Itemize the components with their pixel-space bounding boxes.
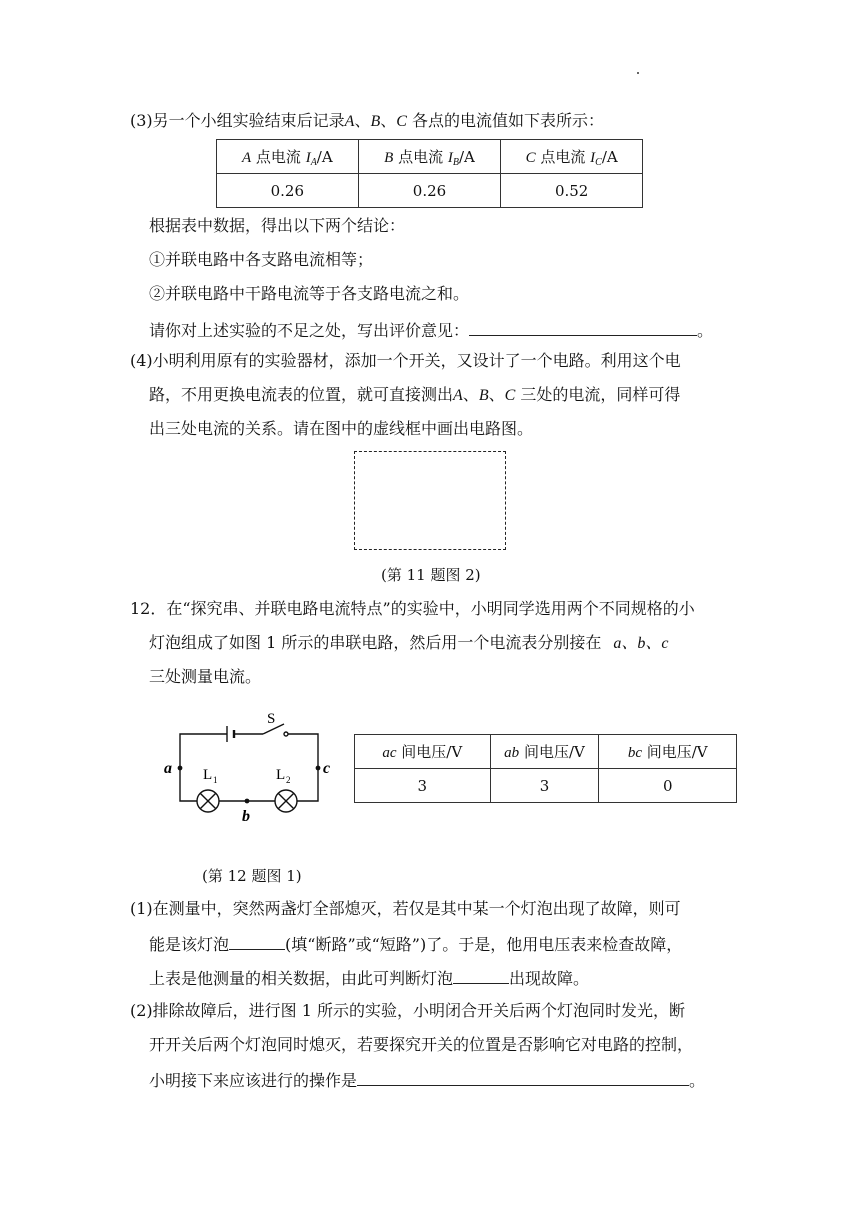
voltage-table bbox=[354, 734, 737, 803]
header-ab-voltage: ab 间电压/V bbox=[490, 735, 599, 769]
point-c-label: c bbox=[323, 760, 331, 777]
q3-letter-c: C bbox=[396, 113, 407, 130]
q3-sep: 、 bbox=[380, 111, 397, 130]
node-a bbox=[178, 766, 183, 771]
q3-intro-text: (3)另一个小组实验结束后记录 bbox=[130, 111, 345, 130]
wire bbox=[297, 768, 318, 801]
conclusion-intro: 根据表中数据，得出以下两个结论： bbox=[149, 216, 406, 235]
q3-intro-text-end: 各点的电流值如下表所示： bbox=[406, 111, 605, 130]
cell-ab-voltage: 3 bbox=[490, 769, 599, 803]
evaluation-prompt: 请你对上述实验的不足之处，写出评价意见： bbox=[149, 321, 470, 340]
q3-sep: 、 bbox=[354, 111, 371, 130]
next-operation-blank[interactable] bbox=[357, 1068, 689, 1086]
q12-points: a、b、c bbox=[613, 635, 669, 652]
node-b bbox=[245, 799, 250, 804]
corner-dot bbox=[637, 72, 639, 74]
header-b-current: B 点电流 $I_B/A$ bbox=[358, 140, 501, 174]
q12-line-2 bbox=[149, 632, 668, 655]
q4-line-1: (4)小明利用原有的实验器材，添加一个开关，又设计了一个电路。利用这个电 bbox=[130, 351, 681, 370]
period: 。 bbox=[689, 1071, 706, 1090]
lamp-l2-sub: 2 bbox=[286, 775, 291, 785]
wire bbox=[180, 734, 227, 768]
q12-p2-text: 小明接下来应该进行的操作是 bbox=[149, 1071, 358, 1090]
q12-p1-text-end: (填“断路”或“短路”)了。于是，他用电压表来检查故障， bbox=[285, 935, 683, 954]
point-a-label: a bbox=[164, 760, 172, 777]
switch-label: S bbox=[267, 711, 276, 727]
q3-intro bbox=[130, 110, 604, 133]
q4-line-3: 出三处电流的关系。请在图中的虚线框中画出电路图。 bbox=[149, 419, 534, 438]
q4-letter-b: B bbox=[478, 387, 489, 404]
cell-bc-voltage: 0 bbox=[599, 769, 737, 803]
q12-line-3: 三处测量电流。 bbox=[149, 667, 262, 686]
q4-text-end: 三处的电流，同样可得 bbox=[515, 385, 681, 404]
switch-contact bbox=[284, 732, 288, 736]
q12-part1-line-2 bbox=[149, 932, 682, 956]
q4-text: 路，不用更换电流表的位置，就可直接测出 bbox=[149, 385, 454, 404]
lamp-l1-label: L bbox=[203, 767, 213, 783]
conclusion-2: ②并联电路中干路电流等于各支路电流之和。 bbox=[149, 284, 470, 303]
q4-line-2 bbox=[149, 384, 680, 407]
period: 。 bbox=[697, 321, 714, 340]
wire bbox=[180, 768, 197, 801]
node-c bbox=[316, 766, 321, 771]
dashed-drawing-box[interactable] bbox=[354, 451, 506, 550]
lamp-l1-sub: 1 bbox=[213, 775, 218, 785]
q12-part2-line-2: 开开关后两个灯泡同时熄灭，若要探究开关的位置是否影响它对电路的控制， bbox=[149, 1035, 694, 1054]
cell-ac-voltage: 3 bbox=[355, 769, 491, 803]
q4-sep: 、 bbox=[488, 385, 505, 404]
lamp-l2-label: L bbox=[276, 767, 286, 783]
q12-line-1: 12．在“探究串、并联电路电流特点”的实验中，小明同学选用两个不同规格的小 bbox=[130, 599, 695, 618]
fault-type-blank[interactable] bbox=[229, 932, 285, 950]
q4-sep: 、 bbox=[462, 385, 479, 404]
conclusion-1: ①并联电路中各支路电流相等； bbox=[149, 250, 374, 269]
q12-p1-text-end: 出现故障。 bbox=[509, 969, 590, 988]
q12-part1-line-3 bbox=[149, 966, 589, 990]
q4-letter-a: A bbox=[453, 387, 463, 404]
wire bbox=[288, 734, 318, 768]
cell-a-current: 0.26 bbox=[217, 174, 359, 208]
figure-12-caption: (第 12 题图 1) bbox=[202, 867, 302, 885]
faulty-lamp-blank[interactable] bbox=[453, 966, 509, 984]
cell-b-current: 0.26 bbox=[358, 174, 501, 208]
header-ac-voltage: ac 间电压/V bbox=[355, 735, 491, 769]
series-circuit-diagram bbox=[160, 706, 340, 826]
figure-11-caption: (第 11 题图 2) bbox=[381, 566, 481, 584]
q12-text: 灯泡组成了如图 1 所示的串联电路，然后用一个电流表分别接在 bbox=[149, 633, 602, 652]
q12-p1-text: 能是该灯泡 bbox=[149, 935, 230, 954]
point-b-label: b bbox=[242, 808, 250, 825]
q4-letter-c: C bbox=[504, 387, 516, 404]
q3-letter-b: B bbox=[370, 113, 381, 130]
header-c-current: C 点电流 $I_C/A$ bbox=[501, 140, 643, 174]
header-a-current: A 点电流 $I_A/A$ bbox=[217, 140, 359, 174]
q12-p1-text: 上表是他测量的相关数据，由此可判断灯泡 bbox=[149, 969, 454, 988]
q12-part2-line-1: (2)排除故障后，进行图 1 所示的实验，小明闭合开关后两个灯泡同时发光，断 bbox=[130, 1001, 686, 1020]
cell-c-current: 0.52 bbox=[501, 174, 643, 208]
q3-letter-a: A bbox=[344, 113, 355, 130]
current-table bbox=[216, 139, 643, 208]
q12-part2-line-3 bbox=[149, 1068, 705, 1092]
evaluation-line bbox=[149, 318, 713, 342]
q12-part1-line-1: (1)在测量中，突然两盏灯全部熄灭，若仅是其中某一个灯泡出现了故障，则可 bbox=[130, 899, 681, 918]
evaluation-blank[interactable] bbox=[469, 318, 697, 336]
header-bc-voltage: bc 间电压/V bbox=[599, 735, 737, 769]
